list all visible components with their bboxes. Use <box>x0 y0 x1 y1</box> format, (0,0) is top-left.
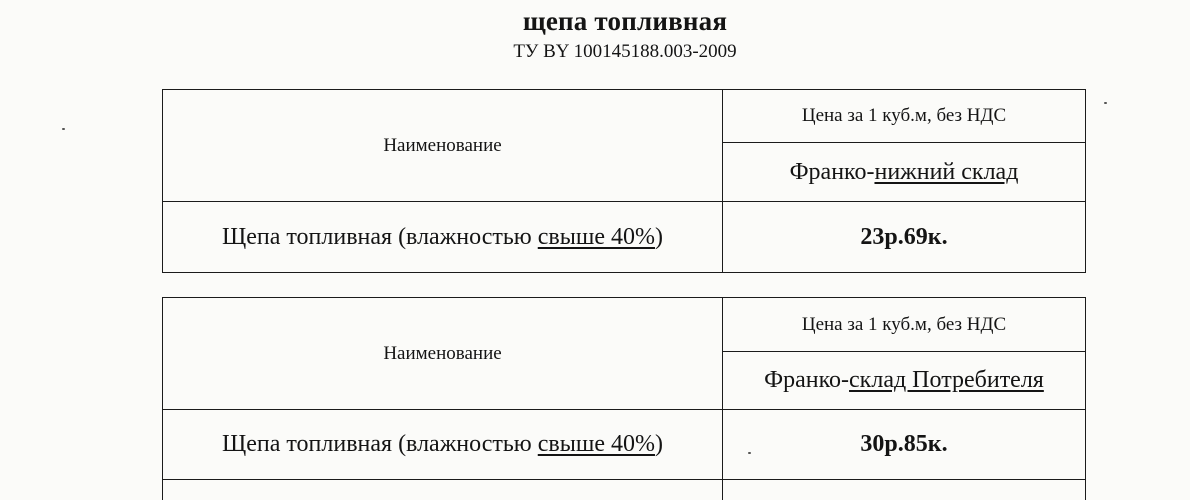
product-price: 23р.69к. <box>860 223 948 250</box>
scan-speck <box>1104 102 1107 104</box>
row-divider <box>163 479 1085 480</box>
product-name-suffix: ) <box>654 223 663 250</box>
price-table-consumer-warehouse <box>162 297 1086 500</box>
delivery-prefix: Франко- <box>789 158 875 185</box>
price-column-header: Цена за 1 куб.м, без НДС <box>801 105 1007 126</box>
product-name-prefix: Щепа топливная (влажностью <box>222 431 538 457</box>
product-moisture: свыше 40% <box>537 223 655 250</box>
delivery-terms <box>723 143 1085 201</box>
product-name <box>163 410 722 479</box>
delivery-location: нижний склад <box>874 158 1019 185</box>
document-standard: ТУ BY 100145188.003-2009 <box>513 41 737 62</box>
price-table-lower-warehouse <box>162 89 1086 273</box>
name-column-header: Наименование <box>383 134 502 156</box>
product-name <box>163 202 722 272</box>
product-moisture: свыше 40% <box>537 431 655 457</box>
price-column-header: Цена за 1 куб.м, без НДС <box>801 313 1007 335</box>
product-name-suffix: ) <box>654 431 663 457</box>
delivery-terms <box>723 352 1085 409</box>
scan-speck <box>62 128 65 130</box>
delivery-prefix: Франко- <box>764 367 850 393</box>
product-name-prefix: Щепа топливная (влажностью <box>222 223 538 250</box>
document-title: щепа топливная <box>522 6 728 36</box>
product-price: 30р.85к. <box>860 431 948 457</box>
name-column-header: Наименование <box>383 342 502 364</box>
delivery-location: склад Потребителя <box>849 367 1044 393</box>
scan-speck <box>748 452 751 454</box>
